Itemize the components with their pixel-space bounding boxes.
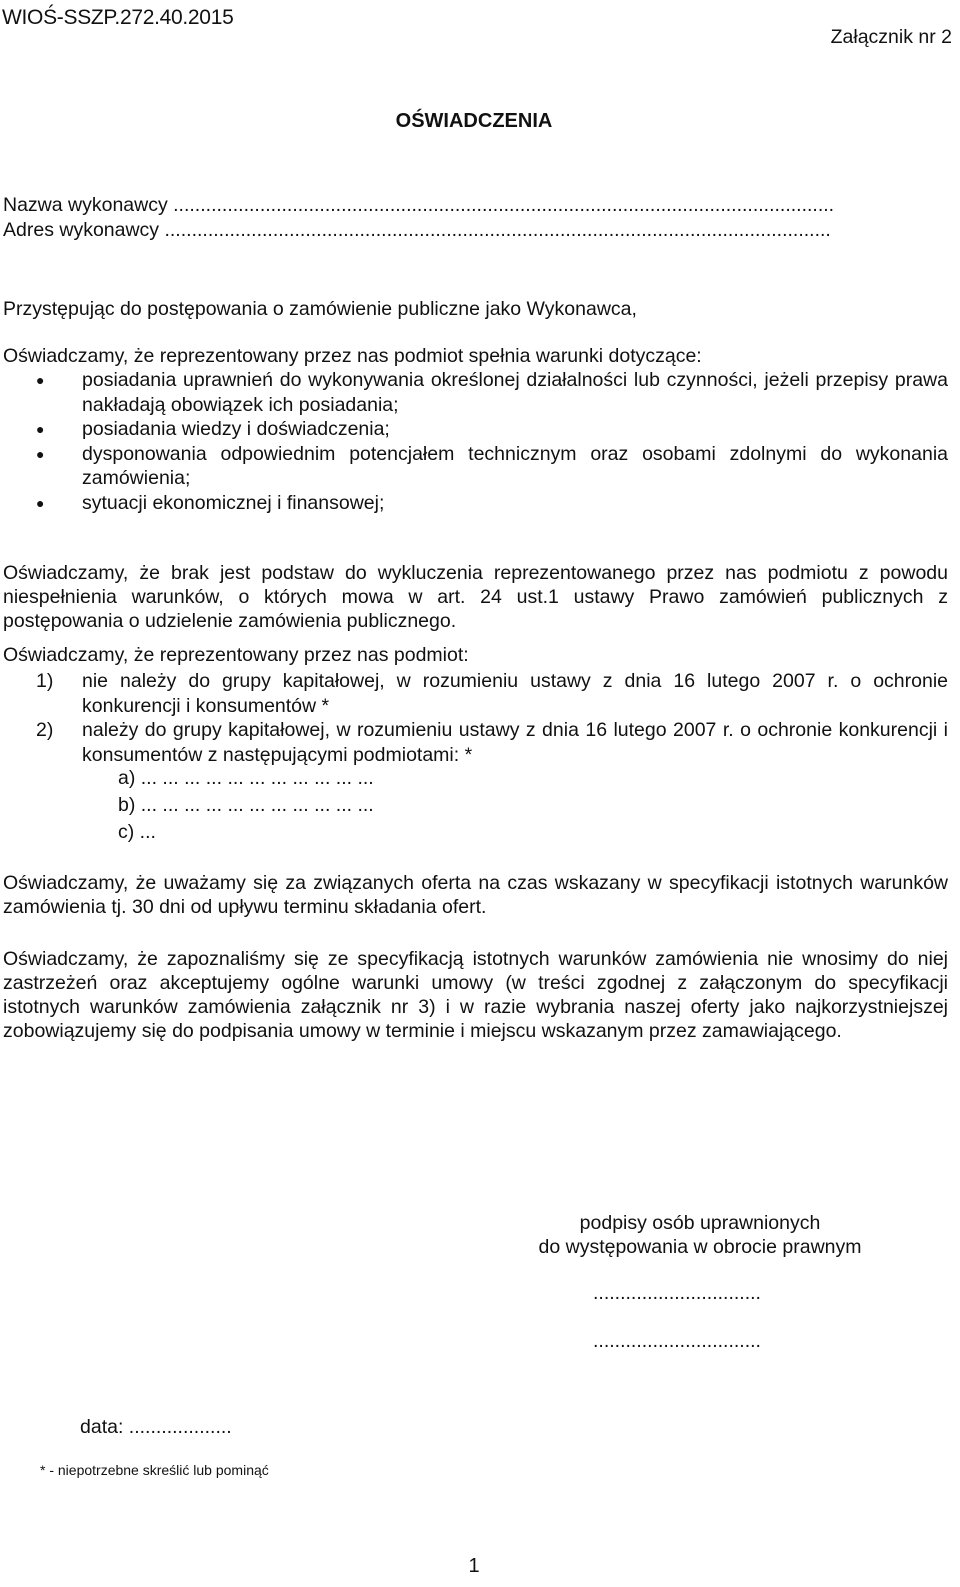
contractor-name-field[interactable]: Nazwa wykonawcy .......................................................................................................................... <box>3 194 835 216</box>
list-item: ● posiadania uprawnień do wykonywania określonej działalności lub czynności, jeżeli przepisy prawa nakładają obowiązek ich posiadania; <box>36 369 948 416</box>
annex-label: Załącznik nr 2 <box>830 26 952 48</box>
bullet-icon: ● <box>36 445 45 462</box>
list-item: ● posiadania wiedzy i doświadczenia; <box>36 418 390 440</box>
list-item: ● sytuacji ekonomicznej i finansowej; <box>36 491 385 514</box>
bullet-icon: ● <box>36 421 45 437</box>
specification-acceptance-paragraph: Oświadczamy, że zapoznaliśmy się ze specyfikacją istotnych warunków zamówienia nie wnosimy do niej zastrzeżeń oraz akceptujemy ogólne warunki umowy (w treści zgodnej z załączonym do specyfikacji istotnych warunków zamówienia załącznik nr 3) i w razie wybrania naszej oferty jako najkorzystniejszej zobowiązujemy się do podpisania umowy w terminie i miejscu wskazanym przez zamawiającego. <box>3 948 948 1042</box>
signature-field-2[interactable]: ............................... <box>593 1330 761 1352</box>
list-item: ● dysponowania odpowiednim potencjałem technicznym oraz osobami zdolnymi do wykonania zamówienia; <box>36 442 948 489</box>
binding-period-paragraph: Oświadczamy, że uważamy się za związanych oferta na czas wskazany w specyfikacji istotnych warunków zamówienia tj. 30 dni od upływu terminu składania ofert. <box>3 872 948 918</box>
contractor-address-field[interactable]: Adres wykonawcy ........................................................................................................................... <box>3 219 831 241</box>
signature-caption-line1: podpisy osób uprawnionych <box>579 1212 821 1234</box>
bullet-icon: ● <box>36 372 45 388</box>
date-field[interactable]: data: ................... <box>80 1416 232 1438</box>
exclusion-paragraph: Oświadczamy, że brak jest podstaw do wykluczenia reprezentowanego przez nas podmiotu z powodu niespełnienia warunków, o których mowa w art. 24 ust.1 ustawy Prawo zamówień publicznych z postępowania o udzielenie zamówienia publicznego. <box>3 562 948 632</box>
signature-field-1[interactable]: ............................... <box>593 1282 761 1304</box>
conditions-lead: Oświadczamy, że reprezentowany przez nas podmiot spełnia warunki dotyczące: <box>3 345 702 367</box>
conditions-list <box>36 368 948 515</box>
capital-group-list <box>36 669 948 767</box>
document-reference: WIOŚ-SSZP.272.40.2015 <box>2 6 234 29</box>
bullet-icon: ● <box>36 494 45 511</box>
intro-paragraph: Przystępując do postępowania o zamówienie publiczne jako Wykonawca, <box>3 298 637 320</box>
entity-c-field[interactable]: c) ... <box>118 821 156 843</box>
list-item: 1) nie należy do grupy kapitałowej, w rozumieniu ustawy z dnia 16 lutego 2007 r. o ochronie konkurencji i konsumentów * <box>36 670 948 717</box>
entity-a-field[interactable]: a) ... ... ... ... ... ... ... ... ... ... ... <box>118 767 374 789</box>
capital-group-lead: Oświadczamy, że reprezentowany przez nas podmiot: <box>3 644 469 666</box>
document-title: OŚWIADCZENIA <box>395 110 553 132</box>
list-item: 2) należy do grupy kapitałowej, w rozumieniu ustawy z dnia 16 lutego 2007 r. o ochronie konkurencji i konsumentów z następującymi podmiotami: * <box>36 719 948 766</box>
entity-b-field[interactable]: b) ... ... ... ... ... ... ... ... ... ... ... <box>118 794 374 816</box>
footnote: * - niepotrzebne skreślić lub pominąć <box>40 1462 269 1478</box>
page-number: 1 <box>468 1555 480 1577</box>
signature-caption-line2: do występowania w obrocie prawnym <box>538 1236 862 1258</box>
